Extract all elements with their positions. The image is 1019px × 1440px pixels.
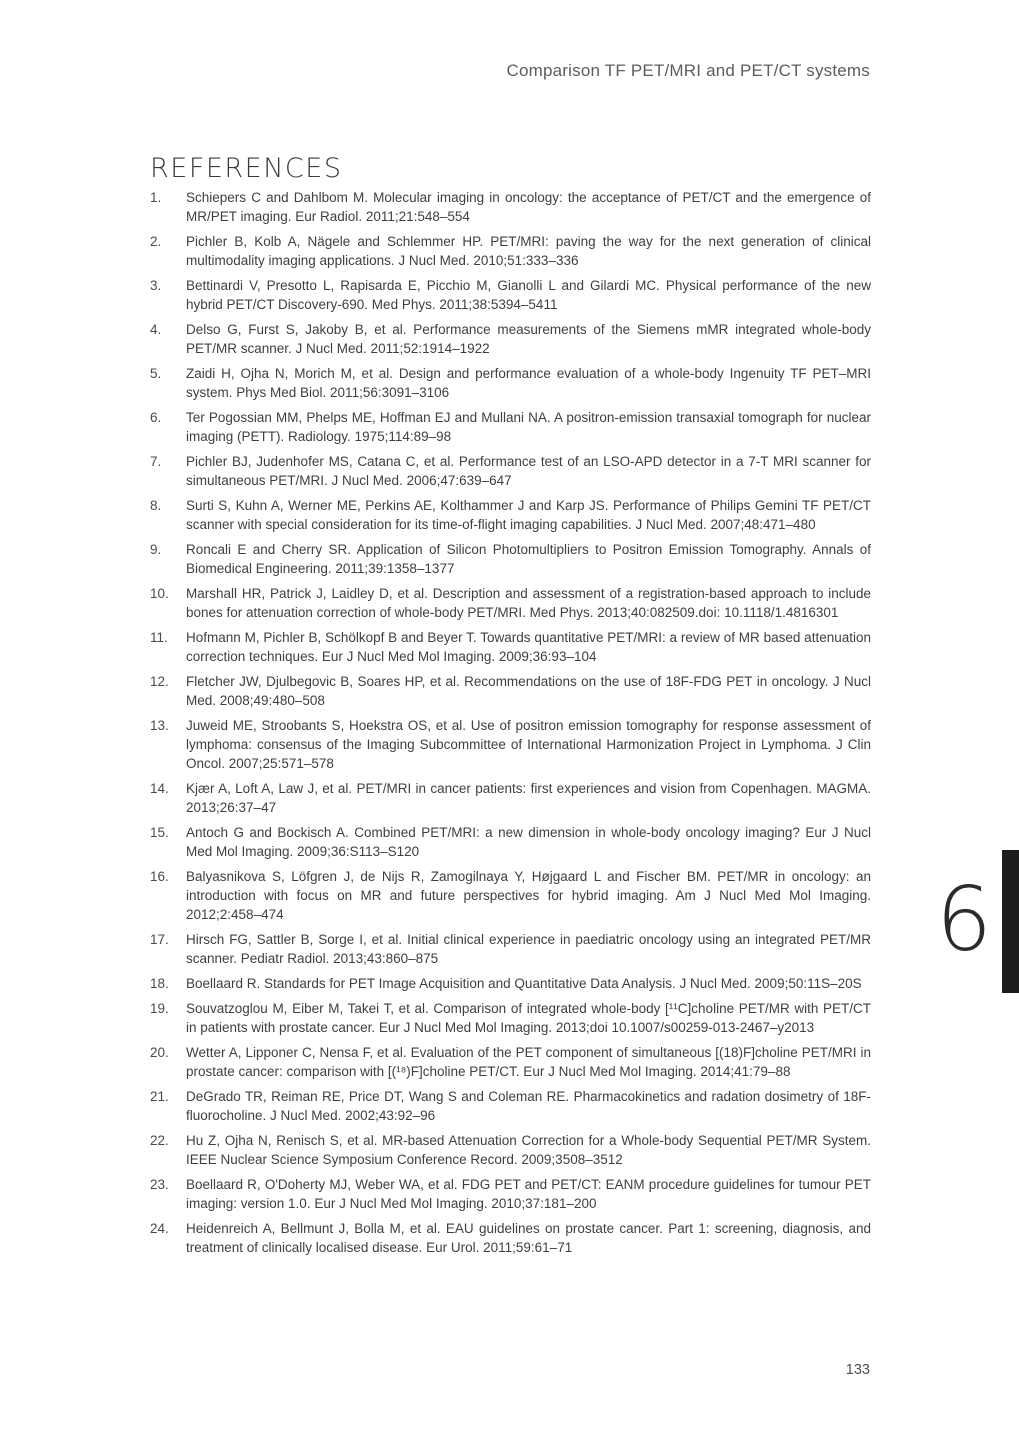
reference-text: Bettinardi V, Presotto L, Rapisarda E, Picchio M, Gianolli L and Gilardi MC. Physical performance of the new hybrid PET/CT Discovery-690. Med Phys. 2011;38:5394–5411	[186, 278, 871, 312]
reference-text: Hofmann M, Pichler B, Schölkopf B and Beyer T. Towards quantitative PET/MRI: a review of MR based attenuation correction techniques. Eur J Nucl Med Mol Imaging. 2009;36:93–104	[186, 630, 871, 664]
reference-text: Boellaard R. Standards for PET Image Acquisition and Quantitative Data Analysis. J Nucl Med. 2009;50:11S–20S	[186, 976, 862, 991]
reference-number: 12.	[150, 674, 169, 689]
reference-item	[150, 232, 871, 270]
reference-number: 7.	[150, 454, 162, 469]
reference-item	[150, 823, 871, 861]
reference-number: 21.	[150, 1089, 169, 1104]
reference-item	[150, 1219, 871, 1257]
reference-text: Marshall HR, Patrick J, Laidley D, et al. Description and assessment of a registration-based approach to include bones for attenuation correction of whole-body PET/MRI. Med Phys. 2013;40:082509.doi: 10.1118/1.4816301	[186, 586, 871, 620]
reference-item	[150, 930, 871, 968]
reference-number: 1.	[150, 190, 162, 205]
reference-number: 8.	[150, 498, 162, 513]
reference-item	[150, 452, 871, 490]
reference-number: 14.	[150, 781, 169, 796]
reference-number: 16.	[150, 869, 169, 884]
chapter-number: 6	[936, 868, 992, 971]
reference-number: 13.	[150, 718, 169, 733]
chapter-tab-bar	[1002, 850, 1019, 993]
reference-item	[150, 1087, 871, 1125]
reference-number: 24.	[150, 1221, 169, 1236]
reference-text: Pichler B, Kolb A, Nägele and Schlemmer HP. PET/MRI: paving the way for the next generation of clinical multimodality imaging applications. J Nucl Med. 2010;51:333–336	[186, 234, 871, 268]
references-list	[150, 188, 871, 1263]
reference-item	[150, 1131, 871, 1169]
reference-number: 3.	[150, 278, 162, 293]
reference-text: Surti S, Kuhn A, Werner ME, Perkins AE, Kolthammer J and Karp JS. Performance of Philips Gemini TF PET/CT scanner with special consideration for its time-of-flight imaging capabilities. J Nucl Med. 2007;48:471–480	[186, 498, 871, 532]
reference-item	[150, 320, 871, 358]
reference-item	[150, 408, 871, 446]
reference-text: Kjær A, Loft A, Law J, et al. PET/MRI in cancer patients: first experiences and vision from Copenhagen. MAGMA. 2013;26:37–47	[186, 781, 871, 815]
reference-number: 5.	[150, 366, 162, 381]
reference-text: Pichler BJ, Judenhofer MS, Catana C, et al. Performance test of an LSO-APD detector in a 7-T MRI scanner for simultaneous PET/MRI. J Nucl Med. 2006;47:639–647	[186, 454, 871, 488]
page-title: REFERENCES	[150, 153, 343, 185]
reference-number: 19.	[150, 1001, 169, 1016]
reference-number: 4.	[150, 322, 162, 337]
reference-text: Schiepers C and Dahlbom M. Molecular imaging in oncology: the acceptance of PET/CT and the emergence of MR/PET imaging. Eur Radiol. 2011;21:548–554	[186, 190, 871, 224]
reference-number: 15.	[150, 825, 169, 840]
reference-text: Souvatzoglou M, Eiber M, Takei T, et al. Comparison of integrated whole-body [¹¹C]choline PET/MR with PET/CT in patients with prostate cancer. Eur J Nucl Med Mol Imaging. 2013;doi 10.1007/s00259-013-2467–y2013	[186, 1001, 871, 1035]
reference-text: Boellaard R, O'Doherty MJ, Weber WA, et al. FDG PET and PET/CT: EANM procedure guidelines for tumour PET imaging: version 1.0. Eur J Nucl Med Mol Imaging. 2010;37:181–200	[186, 1177, 871, 1211]
reference-text: Fletcher JW, Djulbegovic B, Soares HP, et al. Recommendations on the use of 18F-FDG PET in oncology. J Nucl Med. 2008;49:480–508	[186, 674, 871, 708]
page-number: 133	[845, 1362, 870, 1378]
reference-item	[150, 1175, 871, 1213]
reference-text: Heidenreich A, Bellmunt J, Bolla M, et al. EAU guidelines on prostate cancer. Part 1: screening, diagnosis, and treatment of clinically localised disease. Eur Urol. 2011;59:61–71	[186, 1221, 871, 1255]
reference-text: Hu Z, Ojha N, Renisch S, et al. MR-based Attenuation Correction for a Whole-body Sequential PET/MR System. IEEE Nuclear Science Symposium Conference Record. 2009;3508–3512	[186, 1133, 871, 1167]
reference-item	[150, 540, 871, 578]
reference-item	[150, 672, 871, 710]
reference-item	[150, 867, 871, 924]
reference-item	[150, 716, 871, 773]
reference-number: 11.	[150, 630, 168, 645]
reference-number: 22.	[150, 1133, 169, 1148]
reference-item	[150, 276, 871, 314]
reference-number: 2.	[150, 234, 162, 249]
reference-item	[150, 779, 871, 817]
reference-number: 23.	[150, 1177, 169, 1192]
reference-text: Roncali E and Cherry SR. Application of Silicon Photomultipliers to Positron Emission Tomography. Annals of Biomedical Engineering. 2011;39:1358–1377	[186, 542, 871, 576]
reference-item	[150, 364, 871, 402]
reference-number: 10.	[150, 586, 169, 601]
reference-item	[150, 974, 871, 993]
reference-item	[150, 999, 871, 1037]
reference-number: 17.	[150, 932, 169, 947]
reference-text: Antoch G and Bockisch A. Combined PET/MRI: a new dimension in whole-body oncology imaging? Eur J Nucl Med Mol Imaging. 2009;36:S113–S120	[186, 825, 871, 859]
reference-item	[150, 188, 871, 226]
reference-text: Juweid ME, Stroobants S, Hoekstra OS, et al. Use of positron emission tomography for response assessment of lymphoma: consensus of the Imaging Subcommittee of International Harmonization Project in Lymphoma. J Clin Oncol. 2007;25:571–578	[186, 718, 871, 771]
reference-number: 9.	[150, 542, 162, 557]
reference-item	[150, 584, 871, 622]
reference-text: Balyasnikova S, Löfgren J, de Nijs R, Zamogilnaya Y, Højgaard L and Fischer BM. PET/MR in oncology: an introduction with focus on MR and future perspectives for hybrid imaging. Am J Nucl Med Mol Imaging. 2012;2:458–474	[186, 869, 871, 922]
reference-text: DeGrado TR, Reiman RE, Price DT, Wang S and Coleman RE. Pharmacokinetics and radation dosimetry of 18F-fluorocholine. J Nucl Med. 2002;43:92–96	[186, 1089, 871, 1123]
reference-number: 20.	[150, 1045, 169, 1060]
reference-text: Hirsch FG, Sattler B, Sorge I, et al. Initial clinical experience in paediatric oncology using an integrated PET/MR scanner. Pediatr Radiol. 2013;43:860–875	[186, 932, 871, 966]
reference-item	[150, 628, 871, 666]
reference-item	[150, 496, 871, 534]
reference-text: Wetter A, Lipponer C, Nensa F, et al. Evaluation of the PET component of simultaneous [(18)F]choline PET/MRI in prostate cancer: comparison with [(¹⁸)F]choline PET/CT. Eur J Nucl Med Mol Imaging. 2014;41:79–88	[186, 1045, 871, 1079]
reference-text: Zaidi H, Ojha N, Morich M, et al. Design and performance evaluation of a whole-body Ingenuity TF PET–MRI system. Phys Med Biol. 2011;56:3091–3106	[186, 366, 871, 400]
reference-text: Ter Pogossian MM, Phelps ME, Hoffman EJ and Mullani NA. A positron-emission transaxial tomograph for nuclear imaging (PETT). Radiology. 1975;114:89–98	[186, 410, 871, 444]
running-header: Comparison TF PET/MRI and PET/CT systems	[506, 61, 870, 80]
reference-number: 6.	[150, 410, 162, 425]
reference-item	[150, 1043, 871, 1081]
reference-number: 18.	[150, 976, 169, 991]
reference-text: Delso G, Furst S, Jakoby B, et al. Performance measurements of the Siemens mMR integrated whole-body PET/MR scanner. J Nucl Med. 2011;52:1914–1922	[186, 322, 871, 356]
